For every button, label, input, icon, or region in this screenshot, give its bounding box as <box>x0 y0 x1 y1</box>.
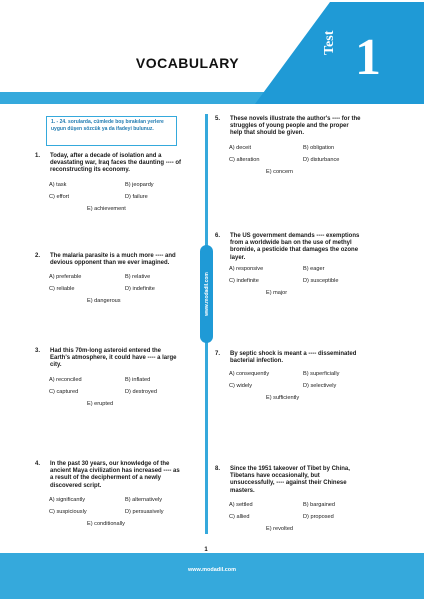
option-d[interactable]: D) disturbance <box>303 157 340 163</box>
question-3 <box>35 348 205 376</box>
option-b[interactable]: B) jeopardy <box>125 182 154 188</box>
stem-line: The US government demands ---- exemptions <box>230 233 360 239</box>
stem-line: devastating war, Iraq faces the daunting ---- of <box>50 160 182 167</box>
option-b[interactable]: B) superficially <box>303 371 340 377</box>
option-e[interactable]: E) sufficiently <box>266 395 300 401</box>
question-7 <box>215 351 385 371</box>
stem-line: reconstructing its economy. <box>50 167 130 174</box>
option-a[interactable]: A) responsive <box>229 266 264 272</box>
option-a[interactable]: A) deceit <box>229 145 252 151</box>
test-tab <box>255 2 424 104</box>
option-c[interactable]: C) alteration <box>229 157 260 163</box>
option-b[interactable]: B) relative <box>125 274 151 280</box>
option-b[interactable]: B) obligation <box>303 145 335 151</box>
option-e[interactable]: E) major <box>266 290 288 296</box>
option-a[interactable]: A) preferable <box>49 274 82 280</box>
question-stem <box>50 253 176 267</box>
option-e[interactable]: E) erupted <box>87 401 114 407</box>
stem-line: In the past 30 years, our knowledge of the <box>50 461 170 467</box>
option-e[interactable]: E) revolted <box>266 526 294 532</box>
option-b[interactable]: B) eager <box>303 266 325 272</box>
page-title: VOCABULARY <box>135 55 240 71</box>
option-a[interactable]: A) reconciled <box>49 377 82 383</box>
option-d[interactable]: D) failure <box>125 194 148 200</box>
option-a[interactable]: A) consequently <box>229 371 270 377</box>
stem-line: These novels illustrate the author's ---- for the <box>230 116 361 122</box>
question-stem <box>230 466 350 495</box>
stem-line: masters. <box>230 487 255 494</box>
option-d[interactable]: D) indefinite <box>125 286 155 292</box>
stem-line: Tibetans have occasionally, but <box>230 473 320 480</box>
option-c[interactable]: C) allied <box>229 514 250 520</box>
stem-line: unsuccessfully, ---- against their Chinese <box>230 480 347 487</box>
question-number: 8. <box>215 466 221 472</box>
question-2 <box>35 253 205 273</box>
option-c[interactable]: C) indefinite <box>229 278 259 284</box>
stem-line: bacterial infection. <box>230 358 284 365</box>
question-stem <box>230 351 356 365</box>
question-6 <box>215 233 385 267</box>
stem-line: from a worldwide ban on the use of methyl <box>230 240 352 247</box>
option-d[interactable]: D) proposed <box>303 514 334 520</box>
question-number: 6. <box>215 233 221 239</box>
page-number: 1 <box>204 547 208 553</box>
question-stem <box>50 153 181 175</box>
option-e[interactable]: E) dangerous <box>87 298 121 304</box>
option-a[interactable]: A) task <box>49 182 67 188</box>
question-number: 4. <box>35 461 41 467</box>
divider-url: www.modadil.com <box>204 272 210 316</box>
stem-line: a result of the decipherment of a newly <box>50 475 162 482</box>
question-number: 7. <box>215 351 221 357</box>
stem-line: layer. <box>230 254 246 261</box>
question-1 <box>35 153 205 181</box>
stem-line: Earth's atmosphere, it could have ---- a large <box>50 355 177 362</box>
instruction-box: 1. - 24. sorularda, cümlede boş bırakılan yerlere uygun düşen sözcük ya da ifadeyi bulunuz. <box>46 116 177 146</box>
question-4 <box>35 461 205 495</box>
stem-line: bromide, a pesticide that damages the ozone <box>230 247 359 254</box>
stem-line: discovered script. <box>50 482 102 489</box>
stem-line: ancient Maya civilization has increased ---- as <box>50 468 180 475</box>
question-number: 5. <box>215 116 221 122</box>
option-b[interactable]: B) bargained <box>303 502 336 508</box>
footer-band <box>0 553 424 599</box>
question-number: 3. <box>35 348 41 354</box>
stem-line: Since the 1951 takeover of Tibet by China, <box>230 466 350 472</box>
option-e[interactable]: E) concern <box>266 169 294 175</box>
stem-line: The malaria parasite is a much more ---- and <box>50 253 176 259</box>
option-e[interactable]: E) conditionally <box>87 521 125 527</box>
stem-line: devious opponent than we ever imagined. <box>50 260 170 267</box>
option-c[interactable]: C) captured <box>49 389 79 395</box>
question-stem <box>50 461 180 490</box>
question-5 <box>215 116 385 144</box>
question-stem <box>230 116 360 138</box>
option-a[interactable]: A) significantly <box>49 497 86 503</box>
test-label: Test <box>322 30 337 55</box>
stem-line: help that should be given. <box>230 130 305 137</box>
question-number: 1. <box>35 153 41 159</box>
stem-line: Had this 70m-long asteroid entered the <box>50 348 162 354</box>
stem-line: city. <box>50 362 62 369</box>
option-b[interactable]: B) alternatively <box>125 497 162 503</box>
option-d[interactable]: D) selectively <box>303 383 337 389</box>
option-c[interactable]: C) reliable <box>49 286 75 292</box>
stem-line: Today, after a decade of isolation and a <box>50 153 162 159</box>
option-b[interactable]: B) inflated <box>125 377 151 383</box>
option-d[interactable]: D) susceptible <box>303 278 339 284</box>
option-c[interactable]: C) widely <box>229 383 253 389</box>
option-c[interactable]: C) suspiciously <box>49 509 87 515</box>
footer-url: www.modadil.com <box>187 567 237 573</box>
question-8 <box>215 466 385 500</box>
option-d[interactable]: D) destroyed <box>125 389 158 395</box>
question-stem <box>230 233 359 262</box>
test-number: 1 <box>355 29 381 86</box>
option-e[interactable]: E) achievement <box>87 206 126 212</box>
option-a[interactable]: A) settled <box>229 502 253 508</box>
question-stem <box>50 348 176 370</box>
option-c[interactable]: C) effort <box>49 194 70 200</box>
stem-line: struggles of young people and the proper <box>230 123 349 130</box>
option-d[interactable]: D) persuasively <box>125 509 164 515</box>
question-number: 2. <box>35 253 41 259</box>
stem-line: By septic shock is meant a ---- disseminated <box>230 351 357 357</box>
